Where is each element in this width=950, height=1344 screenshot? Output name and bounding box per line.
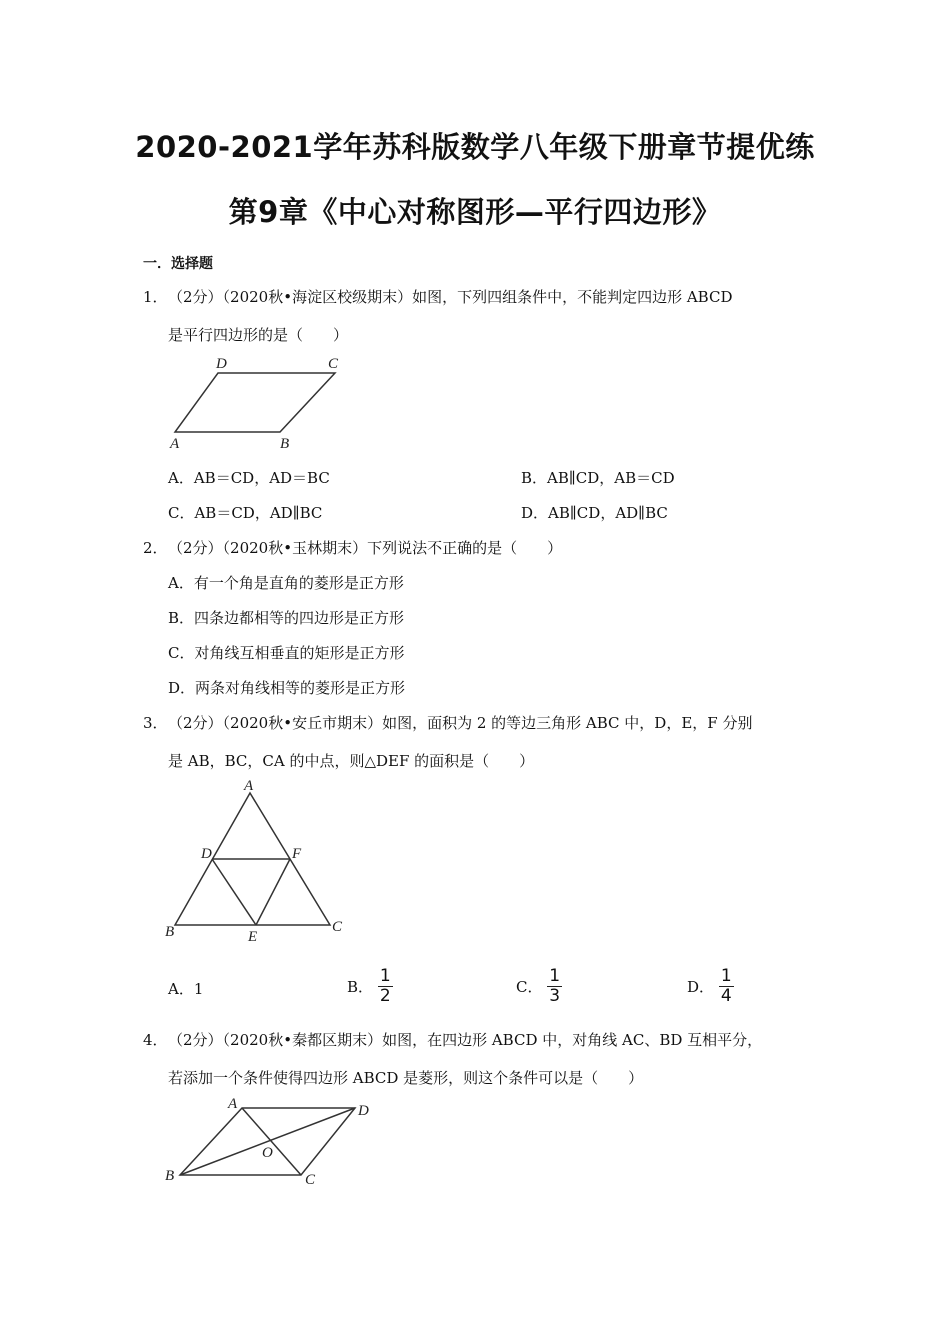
label-c: C [332,919,343,935]
label-c: C [328,356,339,372]
question-1-stem-line2: 是平行四边形的是（ ） [168,326,349,344]
label-e: E [248,929,258,945]
question-1-number: 1． [143,288,168,306]
document-title: 2020-2021学年苏科版数学八年级下册章节提优练 [135,130,815,164]
section-heading: 一．选择题 [143,256,213,272]
question-3-option-b[interactable] [347,967,393,1006]
parallelogram-abcd [175,373,335,432]
fraction-one-quarter: $\frac{1}{4}$ [720,966,732,1006]
label-d: D [216,356,227,372]
quadrilateral-figure [160,1092,390,1192]
triangle-figure [160,775,360,950]
label-f: F [292,846,302,862]
label-o: O [262,1145,273,1161]
question-3-option-a[interactable] [168,978,203,999]
question-1-stem-line1: （2分）（2020秋•海淀区校级期末）如图，下列四组条件中，不能判定四边形 ABCD [168,288,733,306]
question-2-stem: （2分）（2020秋•玉林期末）下列说法不正确的是（ ） [168,539,563,557]
question-2-number: 2． [143,539,168,557]
label-c: C [305,1172,316,1188]
option-c-label: C． [516,978,543,996]
label-d: D [201,846,212,862]
question-3-stem-line2: 是 AB，BC，CA 的中点，则△DEF 的面积是（ ） [168,752,535,770]
chapter-title: 第9章《中心对称图形—平行四边形》 [228,195,722,229]
label-a: A [244,778,254,794]
label-b: B [165,1168,175,1184]
question-1-option-b[interactable]: B．AB∥CD，AB＝CD [521,469,675,487]
diagonal-ac [242,1108,301,1175]
fraction-one-third: $\frac{1}{3}$ [549,966,561,1006]
label-a: A [228,1096,238,1112]
question-2-option-a[interactable]: A．有一个角是直角的菱形是正方形 [168,574,404,592]
question-3-option-d[interactable] [687,967,734,1006]
question-1-option-a[interactable]: A．AB＝CD，AD＝BC [168,469,330,487]
question-4-stem-line1: （2分）（2020秋•秦都区期末）如图，在四边形 ABCD 中，对角线 AC、BD 互相平分， [168,1031,763,1049]
question-1-option-d[interactable]: D．AB∥CD，AD∥BC [521,504,668,522]
question-4-stem-line2: 若添加一个条件使得四边形 ABCD 是菱形，则这个条件可以是（ ） [168,1069,644,1087]
option-a-label: A． [168,980,194,998]
segment-ef [256,859,290,925]
fraction-one-half: $\frac{1}{2}$ [379,966,391,1006]
question-4-number: 4． [143,1031,168,1049]
option-d-label: D． [687,978,715,996]
question-3-stem-line1: （2分）（2020秋•安丘市期末）如图，面积为 2 的等边三角形 ABC 中，D，E，F 分别 [168,714,753,732]
parallelogram-figure [160,350,360,455]
question-2-option-b[interactable]: B．四条边都相等的四边形是正方形 [168,609,405,627]
label-d: D [358,1103,369,1119]
segment-de [212,859,256,925]
question-1-option-c[interactable]: C．AB＝CD，AD∥BC [168,504,323,522]
question-3-option-c[interactable] [516,967,562,1006]
label-b: B [280,436,290,452]
question-3-number: 3． [143,714,168,732]
question-2-option-d[interactable]: D．两条对角线相等的菱形是正方形 [168,679,406,697]
label-b: B [165,924,175,940]
label-a: A [170,436,180,452]
question-2-option-c[interactable]: C．对角线互相垂直的矩形是正方形 [168,644,405,662]
option-b-label: B． [347,978,374,996]
option-a-value: 1 [193,980,204,998]
